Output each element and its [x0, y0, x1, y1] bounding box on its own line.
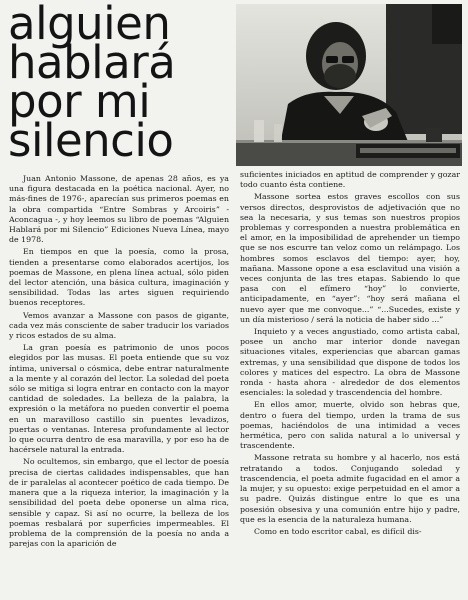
left-paragraph-1: Juan Antonio Massone, de apenas 28 años, es ya una figura destacada en la poética nacional. Ayer, no más-fines de 1976-, aparecían sus primeros poemas en la obra compartida “Entre Sombras y Arcoiris” - Aconcagua -, y hoy leemos su libro de poemas “Alguien Hablará por mi Silencio” Ediciones Nueva Línea, mayo de 1978.: [9, 174, 229, 245]
headline-line-2: hablará: [8, 36, 176, 89]
left-paragraph-5: No ocultemos, sin embargo, que el lector de poesía precisa de ciertas calidades indispensables, que han de ir paralelas al acontecer poético de cada tiempo. De manera que a la riqueza interior, la imaginación y la sensibilidad del poeta debe oponerse un alma rica, sensible y capaz. Si así no ocurre, la belleza de los poemas resbalará por superficies impermeables. El problema de la comprensión de la poesía no anda a parejas con la aparición de: [9, 457, 229, 549]
portrait-photo: [236, 4, 462, 166]
right-paragraph-1: suficientes iniciados en aptitud de comprender y gozar todo cuanto ésta contiene.: [240, 170, 460, 190]
left-paragraph-2: En tiempos en que la poesía, como la prosa, tienden a presentarse como elaborados acertijos, los poemas de Massone, en plena línea actual, sólo piden del lector atención, una básica cultura, imaginación y sensibilidad. Todas las artes siguen requiriendo buenos receptores.: [9, 247, 229, 308]
portrait-photo-icon: [236, 4, 462, 166]
headline-line-3: por mi: [8, 75, 151, 128]
right-paragraph-2: Massone sortea estos graves escollos con sus versos directos, desprovistos de adjetivación que no sea la necesaria, y sus temas son nuestros propios problemas y corresponden a nuestra problemática en el amor, en la imposibilidad de aprehender un tiempo que se nos escurre tan veloz como un relámpago. Los hombres somos esclavos del tiempo: ayer, hoy, mañana. Massone opone a esa esclavitud una visión a veces conjunta de las tres etapas. Sabiendo lo que pasa con el efímero “hoy” lo convierte, anticipadamente, en “ayer”: “hoy será mañana el nuevo ayer que me convoque...” “...Sucedes, existe y un día misterioso / será la noticia de haber sido ...”: [240, 192, 460, 324]
right-column: [240, 170, 460, 598]
right-paragraph-4: En ellos amor, muerte, olvido son hebras que, dentro o fuera del tiempo, urden la trama de sus poemas, haciéndolos de una intimidad a veces hermética, pero con salida natural a lo universal y trascendente.: [240, 400, 460, 451]
right-paragraph-6: Como en todo escritor cabal, es difícil dis-: [254, 526, 422, 536]
headline: [8, 0, 240, 167]
left-paragraph-4: La gran poesía es patrimonio de unos pocos elegidos por las musas. El poeta entiende que su voz íntima, universal o cósmica, debe entrar naturalmente a la mente y al corazón del lector. La soledad del poeta sólo se mitiga si logra entrar en contacto con la mayor cantidad de soledades. La belleza de la palabra, la expresión o la metáfora no pueden convertir el poema en un maravilloso castillo sin puentes levadizos, puertas o ventanas. Interesa profundamente al lector lo que ocurra dentro de esa maravilla, y por eso ha de hacérsele natural la entrada.: [9, 343, 229, 455]
right-paragraph-3: Inquieto y a veces angustiado, como artista cabal, posee un ancho mar interior donde navegan situaciones vitales, experiencias que abarcan gamas extremas, y una sensibilidad que dispone de todos los colores y matices del espectro. La obra de Massone ronda - hasta ahora - alrededor de dos elementos esenciales: la soledad y trascendencia del hombre.: [240, 327, 460, 398]
left-paragraph-3: Vemos avanzar a Massone con pasos de gigante, cada vez más consciente de saber traducir los variados y ricos estados de su alma.: [9, 310, 229, 341]
right-paragraph-5: Massone retrata su hombre y al hacerlo, nos está retratando a todos. Conjugando soledad y trascendencia, el poeta admite fugacidad en el amor a la mujer, y su opuesto: exige perpetuidad en el amor a su padre. Quizás distingue entre lo que es una posesión obsesiva y una comunión entre hijo y padre, que es la esencia de la naturaleza humana.: [240, 453, 460, 524]
headline-line-1: alguien: [8, 0, 171, 50]
headline-line-4: silencio: [8, 114, 174, 167]
left-column: [9, 174, 229, 596]
